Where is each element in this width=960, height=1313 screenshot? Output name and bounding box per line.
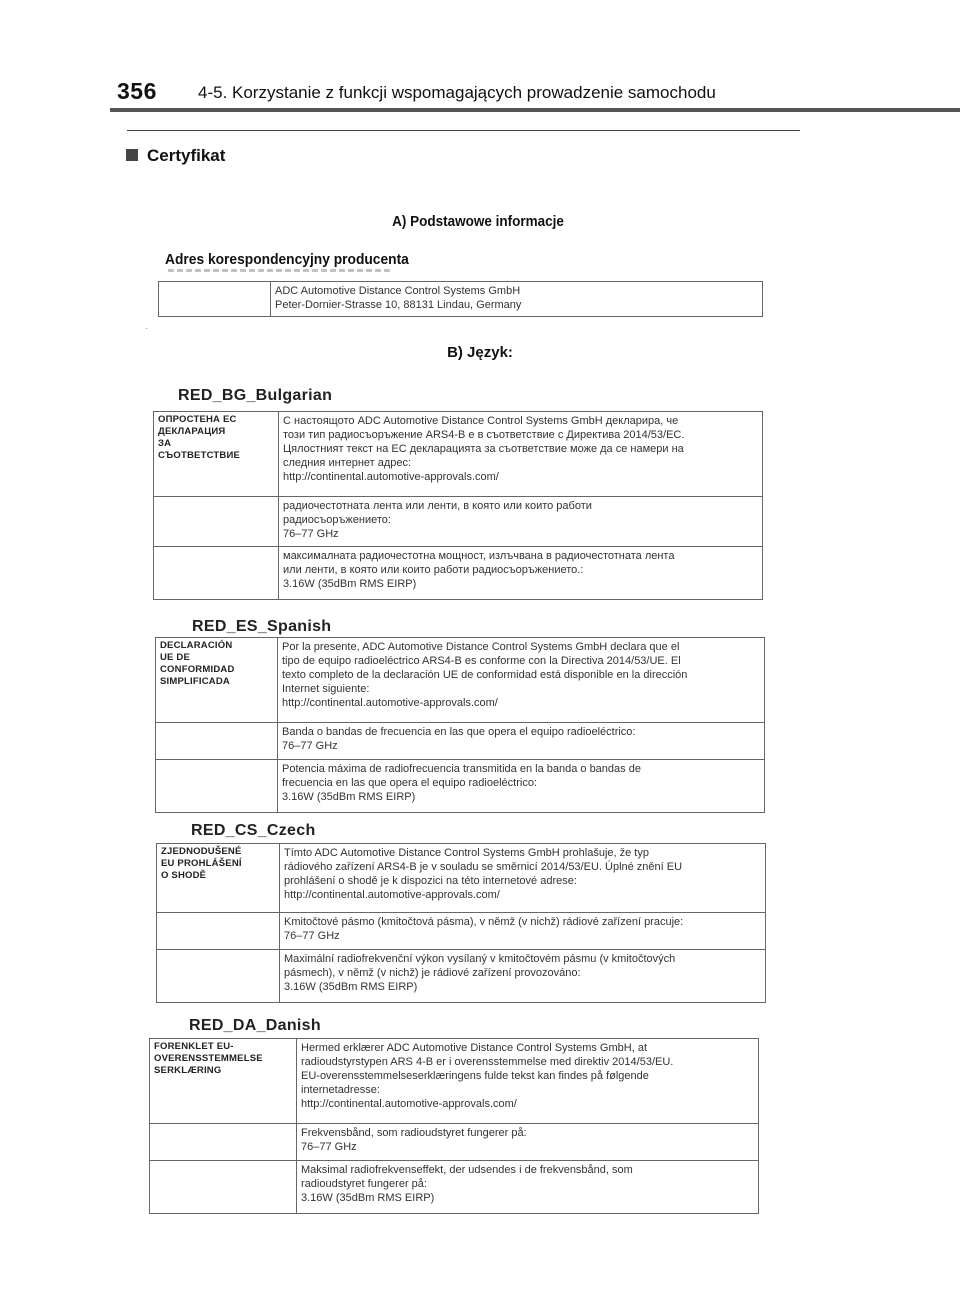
table-row — [150, 1124, 759, 1161]
declaration-label-line: CONFORMIDAD — [160, 664, 235, 675]
declaration-text-line: tipo de equipo radioeléctrico ARS4-B es conforme con la Directiva 2014/53/UE. El — [282, 655, 681, 667]
table-row — [150, 1161, 759, 1214]
declaration-label-line: UE DE — [160, 652, 191, 663]
declaration-label-line: SIMPLIFICADA — [160, 676, 230, 687]
declaration-text-line: radioudstyrstypen ARS 4-B er i overensstemmelse med direktiv 2014/53/EU. — [301, 1056, 674, 1068]
declaration-text-cell — [280, 950, 766, 1003]
address-cell: ADC Automotive Distance Control Systems GmbH Peter-Dornier-Strasse 10, 88131 Lindau, Germany — [271, 282, 763, 317]
declaration-text-cell — [297, 1124, 759, 1161]
table-cell-empty — [157, 913, 280, 950]
declaration-text-line: 3.16W (35dBm RMS EIRP) — [282, 791, 416, 803]
table-row — [157, 950, 766, 1003]
table-cell-empty — [159, 282, 271, 317]
table-cell-empty — [150, 1161, 297, 1214]
table-cell-empty — [156, 723, 278, 760]
header-rule — [110, 108, 960, 112]
declaration-text-line: следния интернет адрес: — [283, 457, 412, 469]
declaration-label-line: ЗА — [158, 438, 172, 449]
table-row — [154, 547, 763, 600]
declaration-label-line: EU PROHLÁŠENÍ — [161, 858, 242, 869]
subheading-language: B) Język: — [447, 344, 513, 361]
table-cell-empty — [154, 497, 279, 547]
declaration-text-line: максималната радиочестотна мощност, излъчвана в радиочестотната лента — [283, 550, 675, 562]
declaration-text-line: Tímto ADC Automotive Distance Control Systems GmbH prohlašuje, že typ — [284, 847, 649, 859]
table-row — [150, 1039, 759, 1124]
table-row — [156, 723, 765, 760]
declaration-text-cell — [280, 913, 766, 950]
declaration-label-line: O SHODĚ — [161, 870, 207, 881]
declaration-label-line: OVERENSSTEMMELSE — [154, 1053, 263, 1064]
table-row — [154, 497, 763, 547]
table-cell-empty — [150, 1124, 297, 1161]
declaration-text-line: този тип радиосъоръжение ARS4-B е в съответствие с Директива 2014/53/ЕС. — [283, 429, 685, 441]
declaration-label-line: DECLARACIÓN — [160, 640, 233, 651]
declaration-label-line: ZJEDNODUŠENÉ — [161, 846, 242, 857]
declaration-label-cell — [156, 638, 278, 723]
declaration-table — [155, 637, 765, 813]
declaration-label-line: ОПРОСТЕНА ЕС — [158, 414, 237, 425]
declaration-text-line: 76–77 GHz — [282, 740, 338, 752]
declaration-text-line: Kmitočtové pásmo (kmitočtová pásma), v němž (v nichž) rádiové zařízení pracuje: — [284, 916, 684, 928]
declaration-text-line: internetadresse: — [301, 1084, 380, 1096]
declaration-label-line: SERKLÆRING — [154, 1065, 222, 1076]
declaration-text-line: Internet siguiente: — [282, 683, 370, 695]
declaration-text-line: frecuencia en las que opera el equipo radioeléctrico: — [282, 777, 537, 789]
section-title: Certyfikat — [126, 146, 225, 166]
scan-artifact — [168, 269, 390, 272]
declaration-text-line: rádiového zařízení ARS4-B je v souladu se směrnicí 2014/53/EU. Úplné znění EU — [284, 861, 683, 873]
declaration-text-cell — [278, 723, 765, 760]
declaration-label-cell — [150, 1039, 297, 1124]
declaration-text-line: 76–77 GHz — [283, 528, 339, 540]
address-table — [158, 281, 763, 317]
declaration-text-line: 3.16W (35dBm RMS EIRP) — [284, 981, 418, 993]
declaration-text-line: Maximální radiofrekvenční výkon vysílaný v kmitočtovém pásmu (v kmitočtových — [284, 953, 676, 965]
declaration-title: RED_DA_Danish — [189, 1017, 321, 1034]
declaration-text-line: pásmech), v němž (v nichž) je rádiové zařízení provozováno: — [284, 967, 581, 979]
declaration-text-line: radioudstyret fungerer på: — [301, 1178, 427, 1190]
scan-dot: · — [145, 323, 149, 334]
table-row — [159, 282, 763, 317]
declaration-text-line: С настоящото ADC Automotive Distance Control Systems GmbH декларира, че — [283, 415, 679, 427]
table-row — [156, 638, 765, 723]
declaration-label-cell — [157, 844, 280, 913]
declaration-text-cell — [279, 412, 763, 497]
declaration-text-line: http://continental.automotive-approvals.com/ — [282, 697, 498, 709]
declaration-text-line: 76–77 GHz — [301, 1141, 357, 1153]
table-row — [157, 844, 766, 913]
declaration-text-line: 3.16W (35dBm RMS EIRP) — [301, 1192, 435, 1204]
declaration-text-cell — [278, 760, 765, 813]
table-cell-empty — [154, 547, 279, 600]
declaration-text-line: Banda o bandas de frecuencia en las que opera el equipo radioeléctrico: — [282, 726, 636, 738]
declaration-text-line: Hermed erklærer ADC Automotive Distance Control Systems GmbH, at — [301, 1042, 648, 1054]
declaration-text-line: Por la presente, ADC Automotive Distance Control Systems GmbH declara que el — [282, 641, 680, 653]
address-label: Adres korespondencyjny producenta — [165, 251, 409, 268]
declaration-text-line: Maksimal radiofrekvenseffekt, der udsendes i de frekvensbånd, som — [301, 1164, 633, 1176]
chapter-title: 4-5. Korzystanie z funkcji wspomagających prowadzenie samochodu — [198, 83, 716, 102]
declaration-text-cell — [297, 1039, 759, 1124]
declaration-title: RED_ES_Spanish — [192, 618, 332, 635]
declaration-text-cell — [279, 497, 763, 547]
declaration-label-cell — [154, 412, 279, 497]
declaration-text-line: texto completo de la declaración UE de conformidad está disponible en la dirección — [282, 669, 688, 681]
declaration-table — [156, 843, 766, 1003]
declaration-text-cell — [280, 844, 766, 913]
declaration-table — [153, 411, 763, 600]
declaration-text-line: радиочестотната лента или ленти, в която или които работи — [283, 500, 592, 512]
bullet-square-icon — [126, 149, 138, 161]
declaration-text-line: http://continental.automotive-approvals.com/ — [284, 889, 500, 901]
declaration-text-line: http://continental.automotive-approvals.com/ — [301, 1098, 517, 1110]
declaration-label-line: СЪОТВЕТСТВИЕ — [158, 450, 241, 461]
declaration-text-cell — [278, 638, 765, 723]
declaration-text-line: http://continental.automotive-approvals.com/ — [283, 471, 499, 483]
section-rule — [127, 130, 800, 131]
declaration-text-cell — [297, 1161, 759, 1214]
table-row — [154, 412, 763, 497]
declaration-label-line: ДЕКЛАРАЦИЯ — [158, 426, 226, 437]
table-cell-empty — [157, 950, 280, 1003]
declaration-title: RED_BG_Bulgarian — [178, 387, 333, 404]
declaration-label-line: FORENKLET EU- — [154, 1041, 234, 1052]
declaration-text-line: 3.16W (35dBm RMS EIRP) — [283, 578, 417, 590]
declaration-text-line: или ленти, в която или които работи радиосъоръжението.: — [283, 564, 584, 576]
declaration-text-line: Potencia máxima de radiofrecuencia transmitida en la banda o bandas de — [282, 763, 641, 775]
declaration-text-line: 76–77 GHz — [284, 930, 340, 942]
page-number: 356 — [117, 78, 157, 104]
declaration-text-line: радиосъоръжението: — [283, 514, 391, 526]
table-row — [156, 760, 765, 813]
declaration-text-cell — [279, 547, 763, 600]
declaration-text-line: Frekvensbånd, som radioudstyret fungerer på: — [301, 1127, 527, 1139]
table-cell-empty — [156, 760, 278, 813]
declaration-text-line: prohlášení o shodě je k dispozici na této internetové adrese: — [284, 875, 577, 887]
subheading-basic-info: A) Podstawowe informacje — [392, 213, 564, 230]
declaration-text-line: Цялостният текст на ЕС декларацията за съответствие може да се намери на — [283, 443, 684, 455]
declaration-title: RED_CS_Czech — [191, 822, 316, 839]
declaration-text-line: EU-overensstemmelseserklæringens fulde tekst kan findes på følgende — [301, 1070, 649, 1082]
table-row — [157, 913, 766, 950]
declaration-table — [149, 1038, 759, 1214]
